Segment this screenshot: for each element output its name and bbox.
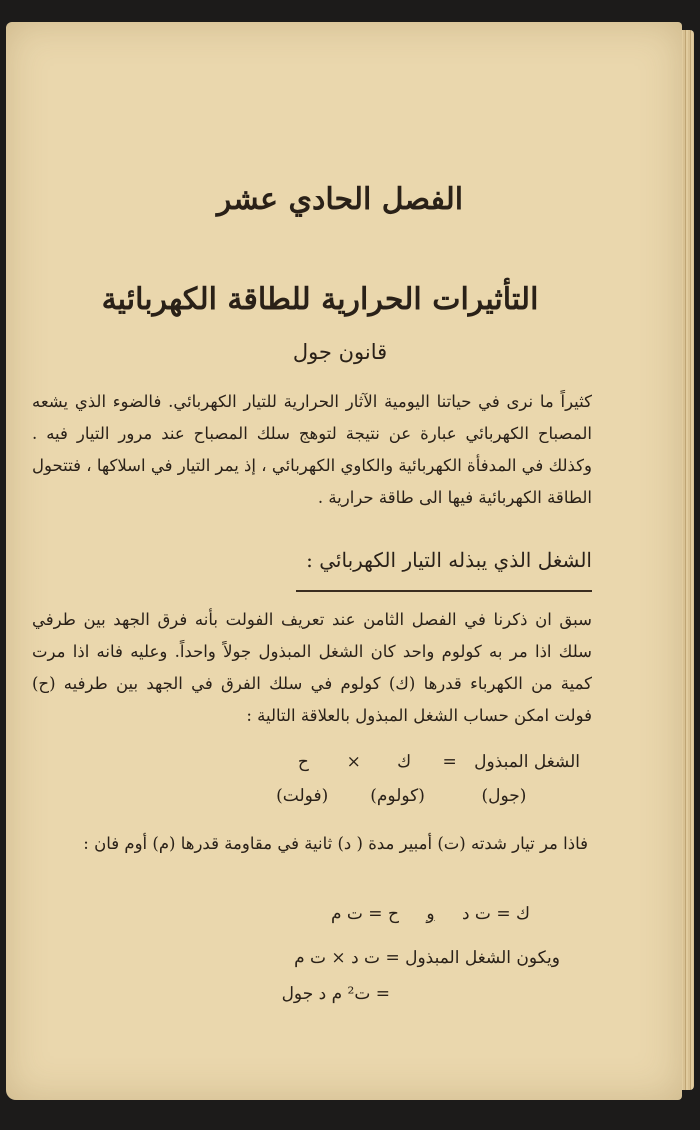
equation-equals: = [442, 752, 457, 772]
formula-charge: ك = ت د [461, 904, 530, 924]
unit-joule: (جول) [481, 786, 527, 806]
equation-q: ك [397, 752, 412, 772]
paragraph-current: فاذا مر تيار شدته (ت) أمبير مدة ( د) ثانية في مقاومة قدرها (م) أوم فان : [83, 834, 588, 853]
formula-result: = ت² م د جول [281, 984, 390, 1004]
equation-v: ح [297, 752, 309, 772]
formula-voltage: ح = ت م [330, 904, 399, 924]
equation-units [250, 786, 550, 806]
unit-coulomb: (كولوم) [370, 786, 425, 806]
section-underline [296, 590, 592, 592]
paragraph-intro: كثيراً ما نرى في حياتنا اليومية الآثار الحرارية للتيار الكهربائي. فالضوء الذي يشعه المصباح الكهربائي عبارة عن نتيجة لتوهج سلك المصباح عند مرور التيار فيه . وكذلك في المدفأة الكهربائية والكاوي الكهربائي ، إذ يمر التيار في اسلاكها ، فتتحول الطاقة الكهربائية فيها الى طاقة حرارية . [32, 392, 592, 507]
equation-times: × [346, 752, 361, 772]
main-title: التأثيرات الحرارية للطاقة الكهربائية [101, 282, 539, 317]
formula-work: ويكون الشغل المبذول = ت د × ت م [294, 948, 560, 968]
subtitle: قانون جول [292, 340, 388, 364]
equation-lhs: الشغل المبذول [474, 752, 580, 772]
formula-charge-voltage [270, 904, 530, 924]
chapter-title: الفصل الحادي عشر [216, 182, 464, 217]
paragraph-work: سبق ان ذكرنا في الفصل الثامن عند تعريف الفولت بأنه فرق الجهد بين طرفي سلك اذا مر به كولوم واحد كان الشغل المبذول جولاً واحداً. وعليه فانه اذا مرت كمية من الكهرباء قدرها (ك) كولوم في سلك الفرق في الجهد بين طرفيه (ح) فولت امكن حساب الشغل المبذول بالعلاقة التالية : [32, 610, 592, 725]
formula-and: و [426, 904, 435, 924]
equation-work [250, 752, 580, 772]
unit-volt: (فولت) [276, 786, 329, 806]
section-heading: الشغل الذي يبذله التيار الكهربائي : [306, 548, 592, 572]
